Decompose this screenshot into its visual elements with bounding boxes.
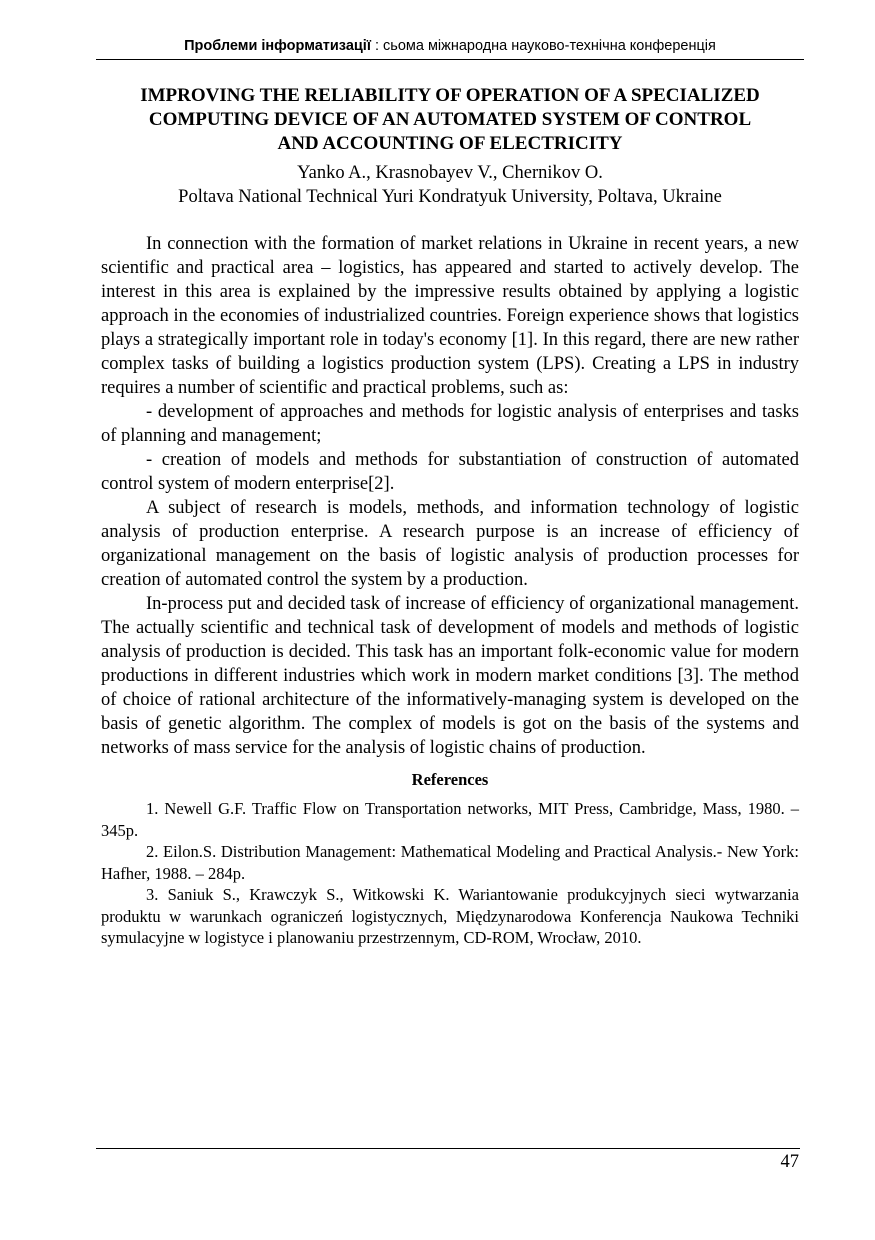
article-content (101, 84, 799, 949)
reference-item: 3. Saniuk S., Krawczyk S., Witkowski K. Wariantowanie produkcyjnych sieci wytwarzania produktu w warunkach ograniczeń logistycznych, Międzynarodowa Konferencja Naukowa Techniki symulacyjne w logistyce i planowaniu przestrzennym, CD-ROM, Wrocław, 2010. (101, 885, 799, 947)
header-rule (96, 59, 804, 60)
body-paragraph: In connection with the formation of market relations in Ukraine in recent years, a new scientific and practical area – logistics, has appeared and started to actively develop. The interest in this area is explained by the impressive results obtained by applying a logistic approach in the economies of industrialized countries. Foreign experience shows that logistics plays a strategically important role in today's economy [1]. In this regard, there are new rather complex tasks of building a logistics production system (LPS). Creating a LPS in industry requires a number of scientific and practical problems, such as: (101, 234, 799, 398)
header-separator: : (370, 38, 384, 54)
page-number: 47 (780, 1152, 799, 1172)
journal-name: Проблеми інформатизації (184, 38, 371, 54)
footer-rule (96, 1148, 800, 1149)
title-line: COMPUTING DEVICE OF AN AUTOMATED SYSTEM OF CONTROL (148, 109, 752, 130)
running-header (96, 36, 804, 56)
references-list (101, 798, 799, 949)
affiliation: Poltava National Technical Yuri Kondratyuk University, Poltava, Ukraine (178, 187, 722, 207)
article-title (101, 84, 799, 156)
authors: Yanko A., Krasnobayev V., Chernikov O. (297, 163, 603, 183)
references-heading: References (411, 770, 489, 789)
reference-item: 1. Newell G.F. Traffic Flow on Transportation networks, MIT Press, Cambridge, Mass, 1980. – 345p. (101, 799, 799, 840)
body-paragraph: In-process put and decided task of increase of efficiency of organizational management. The actually scientific and technical task of development of models and methods of logistic analysis of production is decided. This task has an important folk-economic value for modern productions in different industries which work in modern market conditions [3]. The method of choice of rational architecture of the informatively-managing system is developed on the basis of genetic algorithm. The complex of models is got on the basis of the systems and networks of mass service for the analysis of logistic chains of production. (101, 594, 799, 758)
title-line: IMPROVING THE RELIABILITY OF OPERATION OF A SPECIALIZED (140, 85, 760, 106)
list-item: - development of approaches and methods for logistic analysis of enterprises and tasks of planning and management; (101, 402, 799, 446)
title-line: AND ACCOUNTING OF ELECTRICITY (277, 133, 623, 154)
body-paragraph: A subject of research is models, methods, and information technology of logistic analysis of production enterprise. A research purpose is an increase of efficiency of organizational management on the basis of logistic analysis of production processes for creation of automated control the system by a production. (101, 498, 799, 590)
article-body (101, 232, 799, 760)
reference-item: 2. Eilon.S. Distribution Management: Mathematical Modeling and Practical Analysis.- New York: Hafher, 1988. – 284p. (101, 842, 799, 883)
conference-name: сьома міжнародна науково-технічна конференція (383, 38, 716, 54)
list-item: - creation of models and methods for substantiation of construction of automated control system of modern enterprise[2]. (101, 450, 799, 494)
